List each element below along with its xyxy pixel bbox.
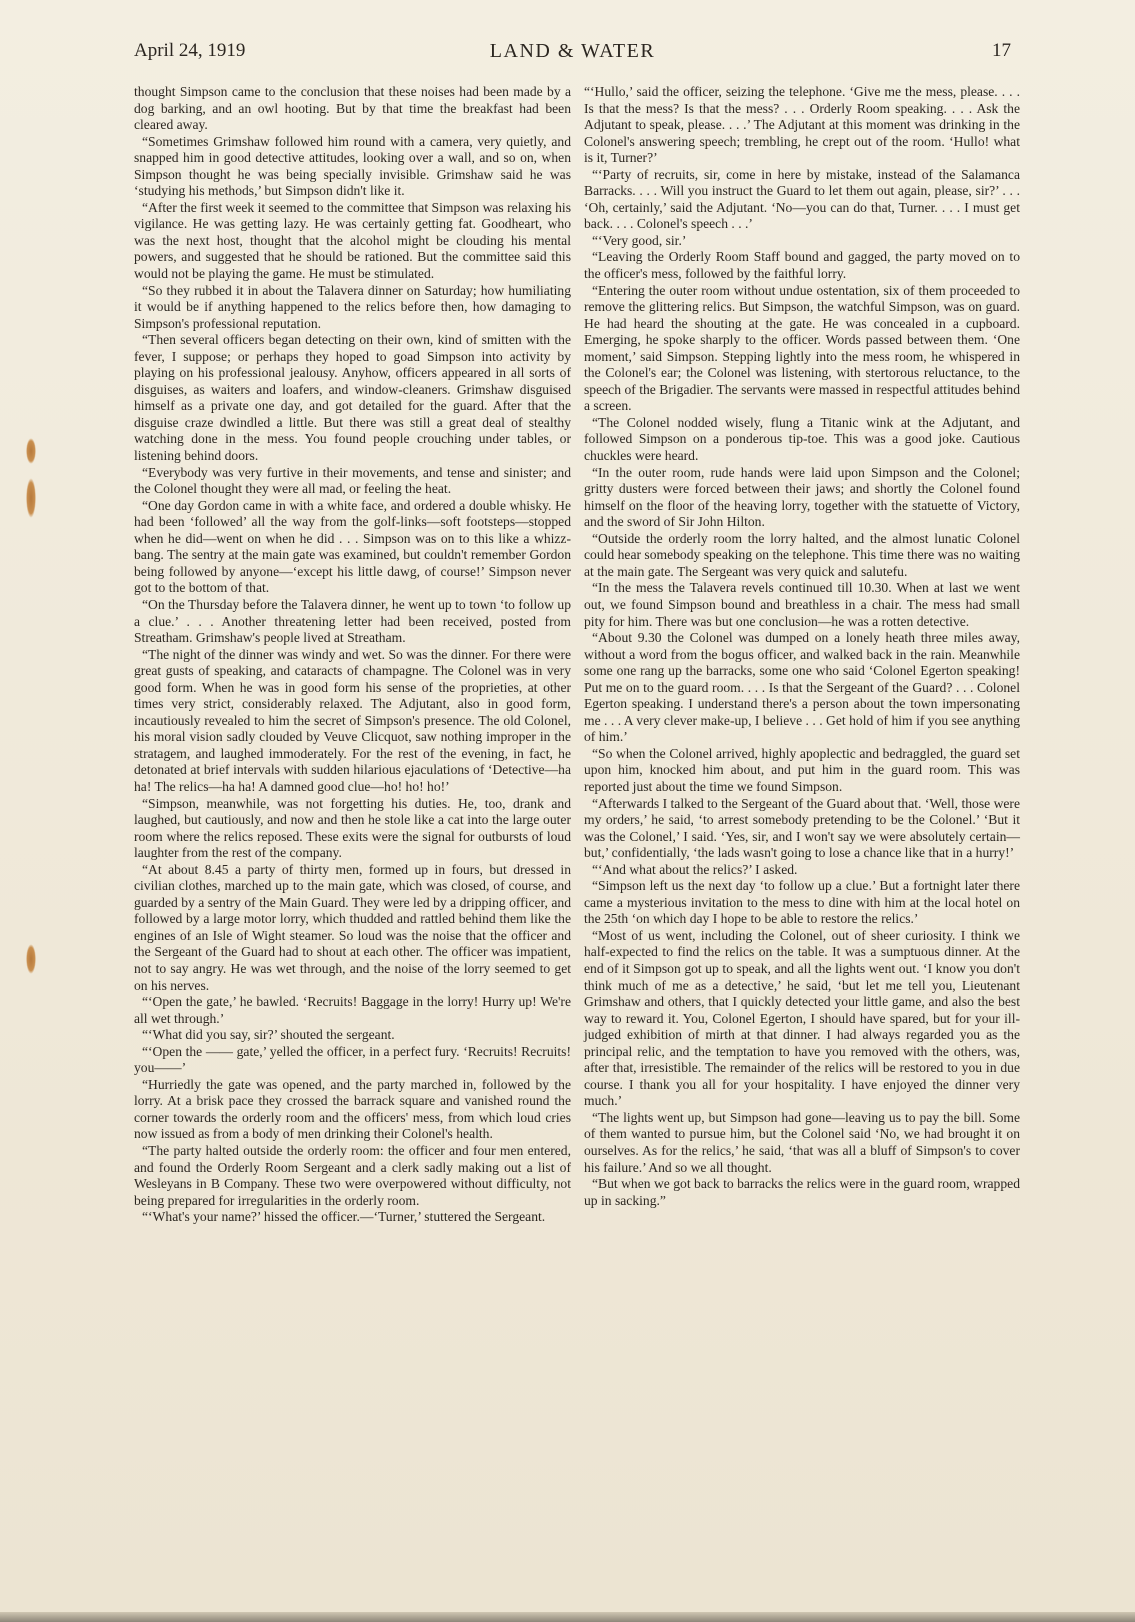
- paragraph: “About 9.30 the Colonel was dumped on a lonely heath three miles away, without a word from the bogus officer, and walked back in the rain. Meanwhile some one rang up the barracks, some one who said ‘Colonel Egerton speaking! Put me on to the guard room. . . . Is that the Sergeant of the Guard? . . . Colonel Egerton speaking. I understand there's a person about the town impersonating me . . . A very clever make-up, I believe . . . Get hold of him if you see anything of him.’: [584, 630, 1020, 745]
- paragraph: “Sometimes Grimshaw followed him round with a camera, very quietly, and snapped him in good detective attitudes, looking over a wall, and so on, when Simpson thought he was being specially invisible. Grimshaw said he was ‘studying his methods,’ but Simpson didn't like it.: [134, 133, 571, 199]
- paragraph: “Everybody was very furtive in their movements, and tense and sinister; and the Colonel thought they were all mad, or feeling the heat.: [134, 464, 571, 497]
- page-header: [134, 40, 1011, 70]
- paragraph: “‘What's your name?’ hissed the officer.—‘Turner,’ stuttered the Sergeant.: [142, 1209, 546, 1225]
- paragraph: “‘Open the gate,’ he bawled. ‘Recruits! Baggage in the lorry! Hurry up! We're all wet through.’: [134, 994, 571, 1026]
- paragraph: “The night of the dinner was windy and wet. So was the dinner. For there were great gusts of speaking, and cataracts of champagne. The Colonel was in very good form. When he was in good form his sense of the proprieties, at other times very strict, considerably relaxed. The Adjutant, also in good form, incautiously revealed to him the secret of Simpson's presence. The old Colonel, his moral vision sadly clouded by Veuve Clicquot, saw nothing improper in the stratagem, and laughed immoderately. For the rest of the evening, in fact, he detonated at brief intervals with sudden hilarious ejaculations of ‘Detective—ha ha! The relics—ha ha! A damned good clue—ho! ho! ho!’: [134, 646, 571, 794]
- paragraph: “Simpson, meanwhile, was not forgetting his duties. He, too, drank and laughed, but cautiously, and now and then he stole like a cat into the large outer room where the relics reposed. These exits were the signal for outbursts of loud laughter from the rest of the company.: [134, 795, 571, 861]
- paragraph: “Hurriedly the gate was opened, and the party marched in, followed by the lorry. At a brisk pace they crossed the barrack square and vanished round the corner towards the orderly room and the officers' mess, from which loud cries now issued as from a body of men drinking their Colonel's health.: [134, 1076, 571, 1142]
- paragraph: “One day Gordon came in with a white face, and ordered a double whisky. He had been ‘followed’ all the way from the golf-links—soft footsteps—stopped when he did—went on when he did . . . Simpson was on to this like a whizz-bang. The sentry at the main gate was examined, but couldn't remember Gordon being followed by anyone—‘except his little dawg, of course!’ Simpson never got to the bottom of that.: [134, 497, 571, 596]
- paragraph: “Then several officers began detecting on their own, kind of smitten with the fever, I suppose; or perhaps they hoped to goad Simpson into activity by playing on his professional jealousy. Anyhow, officers appeared in all sorts of disguises, as waiters and loafers, and window-cleaners. Grimshaw disguised himself as a private one day, and got detailed for the guard. After that the disguise craze dwindled a little. But there was still a great deal of stealthy watching done in the mess. You found people crouching under tables, or listening behind doors.: [134, 332, 571, 464]
- paragraph: “‘And what about the relics?’ I asked.: [592, 861, 798, 877]
- paragraph: “Simpson left us the next day ‘to follow up a clue.’ But a fortnight later there came a mysterious invitation to the mess to dine with him at the local hotel on the 25th ‘on which day I hope to be able to restore the relics.’: [584, 878, 1020, 927]
- paragraph: “‘What did you say, sir?’ shouted the sergeant.: [142, 1027, 395, 1043]
- paragraph: “The party halted outside the orderly room: the officer and four men entered, and found the Orderly Room Sergeant and a clerk sadly making out a list of Wesleyans in B Company. These two were overpowered without difficulty, not being prepared for irregularities in the orderly room.: [134, 1143, 571, 1208]
- right-column: [584, 84, 1020, 1209]
- paragraph: “Entering the outer room without undue ostentation, six of them proceeded to remove the glittering relics. But Simpson, the watchful Simpson, was on guard. He had heard the shouting at the gate. He was concealed in a cupboard. Emerging, he spoke sharply to the officer. Words passed between them. ‘One moment,’ said Simpson. Stepping lightly into the mess room, he whispered in the Colonel's ear; the Colonel was listening, with stertorous reluctance, to the speech of the Brigadier. The servants were massed in respectful attitudes behind a screen.: [584, 282, 1020, 414]
- paragraph: “The Colonel nodded wisely, flung a Titanic wink at the Adjutant, and followed Simpson on a ponderous tip-toe. This was a good joke. Cautious chuckles were heard.: [584, 414, 1020, 464]
- left-column: [134, 84, 571, 1226]
- page-number: 17: [992, 40, 1011, 61]
- paragraph: “The lights went up, but Simpson had gone—leaving us to pay the bill. Some of them wanted to pursue him, but the Colonel said ‘No, we had brought it on ourselves. As for the relics,’ he said, ‘that was all a bluff of Simpson's to cover his failure.’ And so we all thought.: [584, 1109, 1020, 1175]
- paragraph: “‘Open the —— gate,’ yelled the officer, in a perfect fury. ‘Recruits! Recruits! you——’: [134, 1043, 571, 1076]
- binding-mark: [26, 478, 36, 518]
- paragraph: “So when the Colonel arrived, highly apoplectic and bedraggled, the guard set upon him, knocked him about, and put him in the guard room. This was reported just about the time we found Simpson.: [584, 745, 1020, 794]
- paragraph: “After the first week it seemed to the committee that Simpson was relaxing his vigilance. He was getting lazy. He was certainly getting fat. Goodheart, who was the next host, thought that the alcohol might be clouding his mental powers, and suggested that he should be rationed. But the committee said this would not be playing the game. He must be stimulated.: [134, 199, 571, 282]
- paragraph: “So they rubbed it in about the Talavera dinner on Saturday; how humiliating it would be if anything happened to the relics before then, how damaging to Simpson's professional reputation.: [134, 282, 571, 331]
- publication-title: LAND & WATER: [489, 40, 656, 62]
- paragraph: “Most of us went, including the Colonel, out of sheer curiosity. I think we half-expected to find the relics on the table. It was a sumptuous dinner. At the end of it Simpson got up to speak, and all the lights went out. ‘I know you don't think much of me as a detective,’ he said, ‘but let me tell you, Lieutenant Grimshaw and others, that I quickly detected your little game, and also the best way to reward it. You, Colonel Egerton, I should have spared, but for your ill-judged exhibition of mirth at that dinner. I had always regarded you as the principal relic, and the temptation to have you removed with the others, was, after that, irresistible. The remainder of the relics will be restored to you in due course. I thank you all for your hospitality. I have enjoyed the dinner very much.’: [584, 927, 1020, 1109]
- paragraph: “‘Very good, sir.’: [592, 232, 687, 248]
- paragraph: “In the mess the Talavera revels continued till 10.30. When at last we went out, we found Simpson bound and breathless in a chair. The mess had small pity for him. There was but one conclusion—he was a rotten detective.: [584, 580, 1020, 629]
- paragraph: thought Simpson came to the conclusion that these noises had been made by a dog barking, and an owl hooting. But by that time the breakfast had been cleared away.: [134, 84, 571, 133]
- binding-mark: [26, 944, 36, 974]
- binding-mark: [26, 438, 36, 464]
- page-bottom-edge: [0, 1612, 1135, 1622]
- paragraph: “‘Hullo,’ said the officer, seizing the telephone. ‘Give me the mess, please. . . . Is that the mess? Is that the mess? . . . Orderly Room speaking. . . . Ask the Adjutant to speak, please. . . .’ The Adjutant at this moment was drinking in the Colonel's answering speech; trembling, he crept out of the room. ‘Hullo! what is it, Turner?’: [584, 84, 1020, 166]
- paragraph: “‘Party of recruits, sir, come in here by mistake, instead of the Salamanca Barracks. . . . Will you instruct the Guard to let them out again, please, sir?’ . . . ‘Oh, certainly,’ said the Adjutant. ‘No—you can do that, Turner. . . . I must get back. . . . Colonel's speech . . .’: [584, 166, 1020, 232]
- issue-date: April 24, 1919: [134, 40, 246, 61]
- paragraph: “But when we got back to barracks the relics were in the guard room, wrapped up in sacking.”: [584, 1176, 1020, 1208]
- paragraph: “Afterwards I talked to the Sergeant of the Guard about that. ‘Well, those were my orders,’ he said, ‘to arrest somebody pretending to be the Colonel.’ ‘But it was the Colonel,’ I said. ‘Yes, sir, and I won't say we were absolutely certain—but,’ confidentially, ‘the lads wasn't going to lose a chance like that in a hurry!’: [584, 795, 1020, 861]
- paragraph: “On the Thursday before the Talavera dinner, he went up to town ‘to follow up a clue.’ . . . Another threatening letter had been received, posted from Streatham. Grimshaw's people lived at Streatham.: [134, 596, 571, 646]
- paragraph: “In the outer room, rude hands were laid upon Simpson and the Colonel; gritty dusters were forced between their jaws; and shortly the Colonel found himself on the floor of the heaving lorry, together with the statuette of Victory, and the sword of Sir John Hilton.: [584, 464, 1020, 530]
- paragraph: “Outside the orderly room the lorry halted, and the almost lunatic Colonel could hear somebody speaking on the telephone. This time there was no waiting at the main gate. The Sergeant was very quick and salutefu.: [584, 530, 1020, 579]
- paragraph: “At about 8.45 a party of thirty men, formed up in fours, but dressed in civilian clothes, marched up to the main gate, which was closed, of course, and guarded by a sentry of the Main Guard. They were led by a dripping officer, and followed by a large motor lorry, which thudded and rattled behind them like the engines of an Isle of Wight steamer. So loud was the noise that the officer and the Sergeant of the Guard had to shout at each other. The officer was impatient, not to say angry. He was wet through, and the noise of the lorry seemed to get on his nerves.: [134, 861, 571, 993]
- paragraph: “Leaving the Orderly Room Staff bound and gagged, the party moved on to the officer's mess, followed by the faithful lorry.: [584, 249, 1020, 282]
